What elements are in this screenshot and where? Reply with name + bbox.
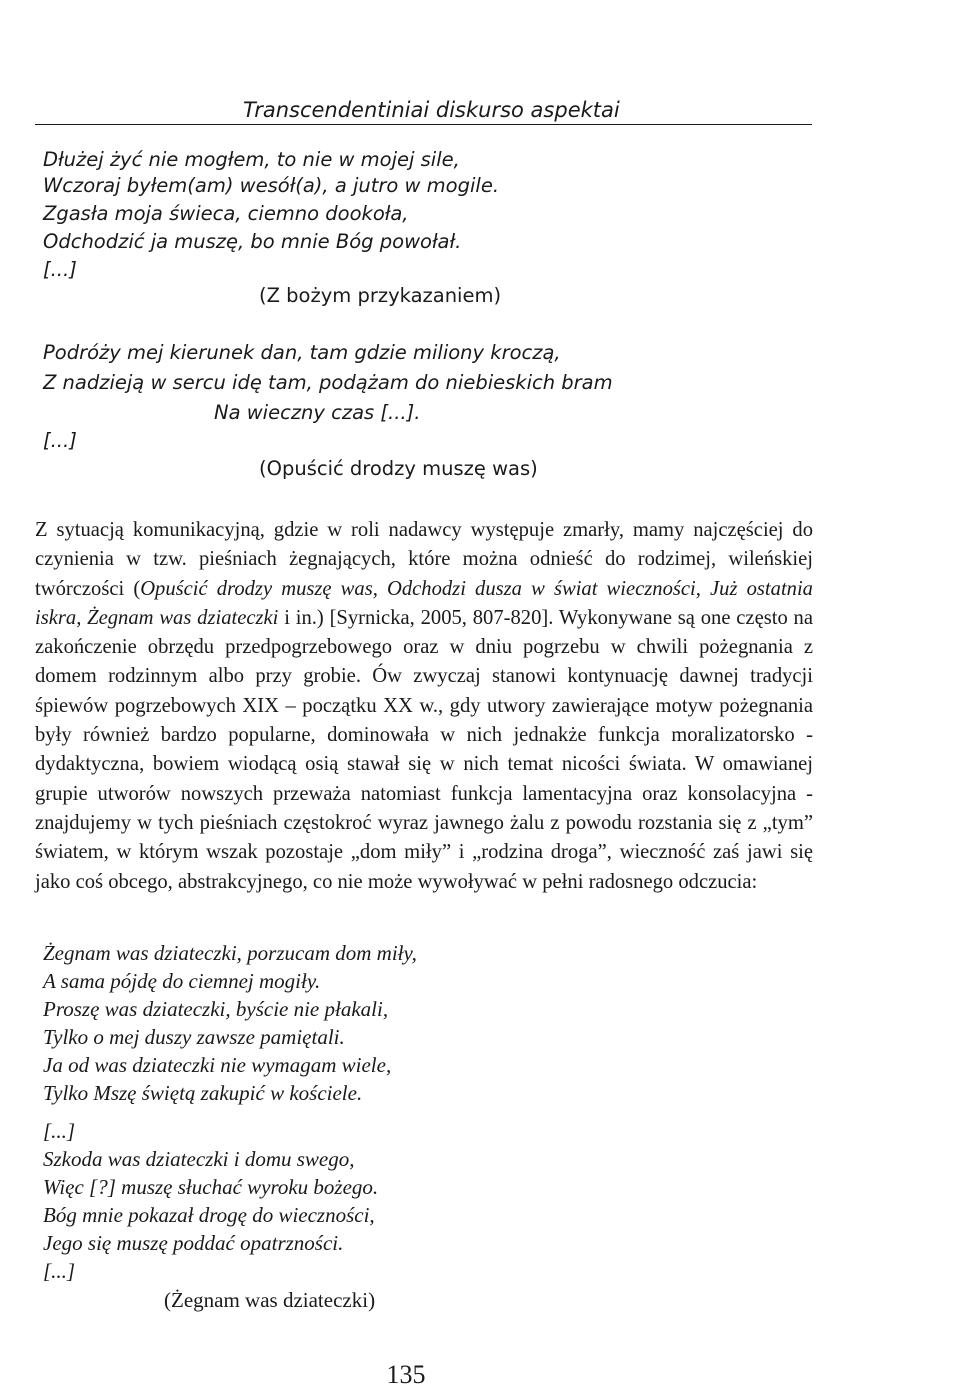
poem-line: [...] [43, 258, 77, 281]
body-paragraph [35, 516, 813, 897]
poem-line: Bóg mnie pokazał drogę do wieczności, [43, 1203, 375, 1227]
paragraph-text: Z sytuacją komunikacyjną, gdzie w roli nadawcy występuje zmarły, mamy najczęściej do czynienia w tzw. pieśniach żegnających, które można odnieść do rodzimej, wileńskiej twórczości ( [35, 519, 813, 600]
running-head: Transcendentiniai diskurso aspektai [243, 98, 620, 122]
poem-line: Zgasła moja świeca, ciemno dookoła, [43, 202, 409, 225]
poem-line: Więc [?] muszę słuchać wyroku bożego. [43, 1175, 379, 1199]
poem-title: (Żegnam was dziateczki) [164, 1288, 376, 1312]
page-number: 135 [386, 1360, 426, 1389]
poem-line: [...] [43, 429, 77, 452]
poem-line: Ja od was dziateczki nie wymagam wiele, [43, 1053, 392, 1077]
poem-line: Szkoda was dziateczki i domu swego, [43, 1147, 355, 1171]
poem-line: Tylko o mej duszy zawsze pamiętali. [43, 1025, 345, 1049]
poem-line: Jego się muszę poddać opatrzności. [43, 1231, 344, 1255]
poem-title: (Z bożym przykazaniem) [259, 284, 502, 307]
poem-line: Tylko Mszę świętą zakupić w kościele. [43, 1081, 363, 1105]
poem-line: Na wieczny czas [...]. [214, 401, 421, 424]
paragraph-text: i in.) [Syrnicka, 2005, 807-820]. Wykonywane są one często na zakończenie obrzędu przedpogrzebowego oraz w dniu pogrzebu w chwili pożegnania z domem rodzinnym albo przy grobie. Ów zwyczaj stanowi kontynuację dawnej tradycji śpiewów pogrzebowych XIX – początku XX w., gdy utwory zawierające motyw pożegnania były również bardzo popularne, dominowała w nich jednakże funkcja moralizatorsko - dydaktyczna, bowiem wiodącą osią stawał się w nich temat nicości świata. W omawianej grupie utworów nowszych przeważa natomiast funkcja lamentacyjna oraz konsolacyjna - znajdujemy w tych pieśniach częstokroć wyraz jawnego żalu z powodu rozstania się z „tym” światem, w którym wszak pozostaje „dom miły” i „rodzina droga”, wieczność zaś jawi się jako coś obcego, abstrakcyjnego, co nie może wywoływać w pełni radosnego odczucia: [35, 606, 813, 893]
header-rule [35, 124, 812, 125]
poem-line: Z nadzieją w sercu idę tam, podążam do niebieskich bram [43, 371, 613, 394]
poem-line: Dłużej żyć nie mogłem, to nie w mojej sile, [43, 148, 460, 171]
poem-line: [...] [43, 1119, 76, 1143]
poem-line: Wczoraj byłem(am) wesół(a), a jutro w mogile. [43, 174, 500, 197]
poem-line: Proszę was dziateczki, byście nie płakali, [43, 997, 389, 1021]
poem-line: Podróży mej kierunek dan, tam gdzie miliony kroczą, [43, 341, 561, 364]
poem-title: (Opuścić drodzy muszę was) [259, 457, 538, 480]
poem-line: Odchodzić ja muszę, bo mnie Bóg powołał. [43, 230, 462, 253]
poem-line: Żegnam was dziateczki, porzucam dom miły, [43, 941, 417, 965]
song-titles: Opuścić drodzy muszę was, Odchodzi dusza w świat wieczności, Już ostatnia iskra, Żegnam was dziateczki [35, 577, 813, 629]
poem-line: [...] [43, 1259, 76, 1283]
poem-line: A sama pójdę do ciemnej mogiły. [43, 969, 321, 993]
